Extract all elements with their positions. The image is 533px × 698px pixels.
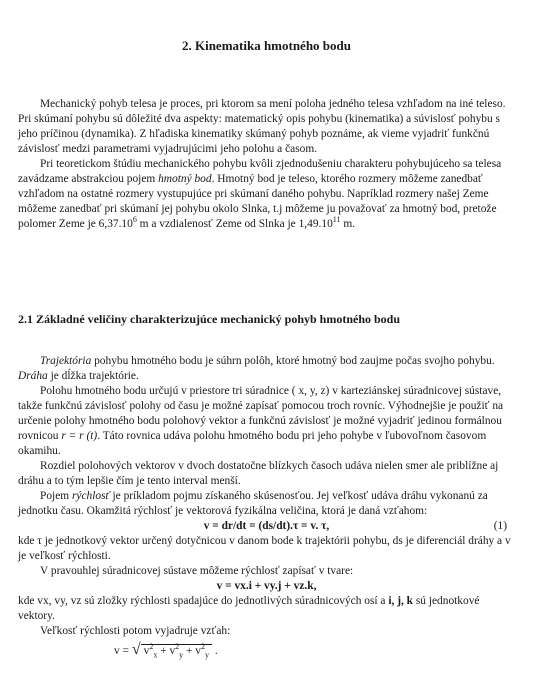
- radicand: $v^2_x + v^2_y + v^2_y$: [141, 644, 212, 657]
- term-hmotny-bod: hmotný bod: [158, 173, 212, 185]
- section-title: 2.1 Základné veličiny charakterizujúce mechanický pohyb hmotného bodu: [18, 312, 401, 326]
- magnitude-paragraph: Veľkosť rýchlosti potom vyjadruje vzťah:: [40, 625, 231, 637]
- section-text: [18, 354, 515, 662]
- chapter-title: 2. Kinematika hmotného bodu: [181, 38, 352, 53]
- equation-1: v = dr/dt = (ds/dt).τ = v. τ, (1): [203, 520, 507, 532]
- equation-number: (1): [493, 520, 507, 532]
- intro-text: [18, 97, 515, 232]
- sqrt-icon: √: [131, 641, 141, 658]
- difference-paragraph: Rozdiel polohových vektorov v dvoch dostatočne blízkych časoch udáva nielen smer ale priblížne aj dráhu a to tým lepšie čím je tento interval menší.: [18, 460, 499, 487]
- cartesian-paragraph: V pravouhlej súradnicovej sústave môžeme rýchlosť zapísať v tvare:: [40, 565, 354, 577]
- velocity-paragraph: Pojem rýchlosť je príkladom pojmu získaného skúsenosťou. Jej veľkosť udáva dráhu vykonanú za jednotku času. Okamžitá rýchlosť je vektorová fyzikálna veličina, ktorá je daná vzťahom:: [18, 490, 488, 517]
- exponent: 6: [132, 215, 137, 225]
- intro-paragraph-1: Mechanický pohyb telesa je proces, pri ktorom sa mení poloha jedného telesa vzhľadom na iné teleso. Pri skúmaní pohybu sú dôležité dva aspekty: matematický opis pohybu (kinematika) a súvislosť pohybu s jeho príčinou (dynamika). Z hľadiska kinematiky skúmaný pohyb poznáme, ak vieme vyjadriť funkčnú závislosť medzi parametrami vyjadrujúcimi jeho polohu a časom.: [18, 98, 506, 155]
- intro-paragraph-2: Pri teoretickom štúdiu mechanického pohybu kvôli zjednodušeniu charakteru pohybujúceho sa telesa zavádzame abstrakciou pojem hmotný bod. Hmotný bod je teleso, ktorého rozmery môžeme zanedbať vzhľadom na ostatné rozmery vystupujúce pri skúmaní daného pohybu. Napríklad rozmery našej Zeme môžeme zanedbať pri skúmaní jej pohybu okolo Slnka, t.j môžeme ju považovať za hmotný bod, pretože polomer Zeme je 6,37.10$^6$ m a vzdialenosť Zeme od Slnka je 1,49.10$^{11}$ m.: [18, 158, 502, 230]
- trajectory-paragraph: Trajektória pohybu hmotného bodu je súhrn polôh, ktoré hmotný bod zaujme počas svojho pohybu. Dráha je dĺžka trajektórie.: [18, 355, 495, 382]
- position-paragraph: Polohu hmotného bodu určujú v priestore tri súradnice ( x, y, z) v karteziánskej súradnicovej sústave, takže funkčnú závislosť polohy od času je možné zapísať pomocou troch rovníc. Výhodnejšie je použiť na určenie polohy hmotného bodu polohový vektor a funkčnú závislosť je možné vyjadriť jedinou formálnou rovnicou r = r (t). Táto rovnica udáva polohu hmotného bodu pri jeho pohybe v ľubovoľnom časovom okamihu.: [18, 385, 504, 457]
- exponent: 11: [332, 215, 341, 225]
- equation-3: v = √ $v^2_x + v^2_y + v^2_y$ .: [114, 641, 218, 660]
- tau-paragraph: kde τ je jednotkový vektor určený dotyčnicou v danom bode k trajektórii pohybu, ds je diferenciál dráhy a v je veľkosť rýchlosti.: [18, 535, 511, 562]
- equation-2: v = vx.i + vy.j + vz.k,: [216, 580, 317, 592]
- components-paragraph: kde vx, vy, vz sú zložky rýchlosti spadajúce do jednotlivých súradnicových osí a i, j, k sú jednotkové vektory.: [18, 595, 480, 622]
